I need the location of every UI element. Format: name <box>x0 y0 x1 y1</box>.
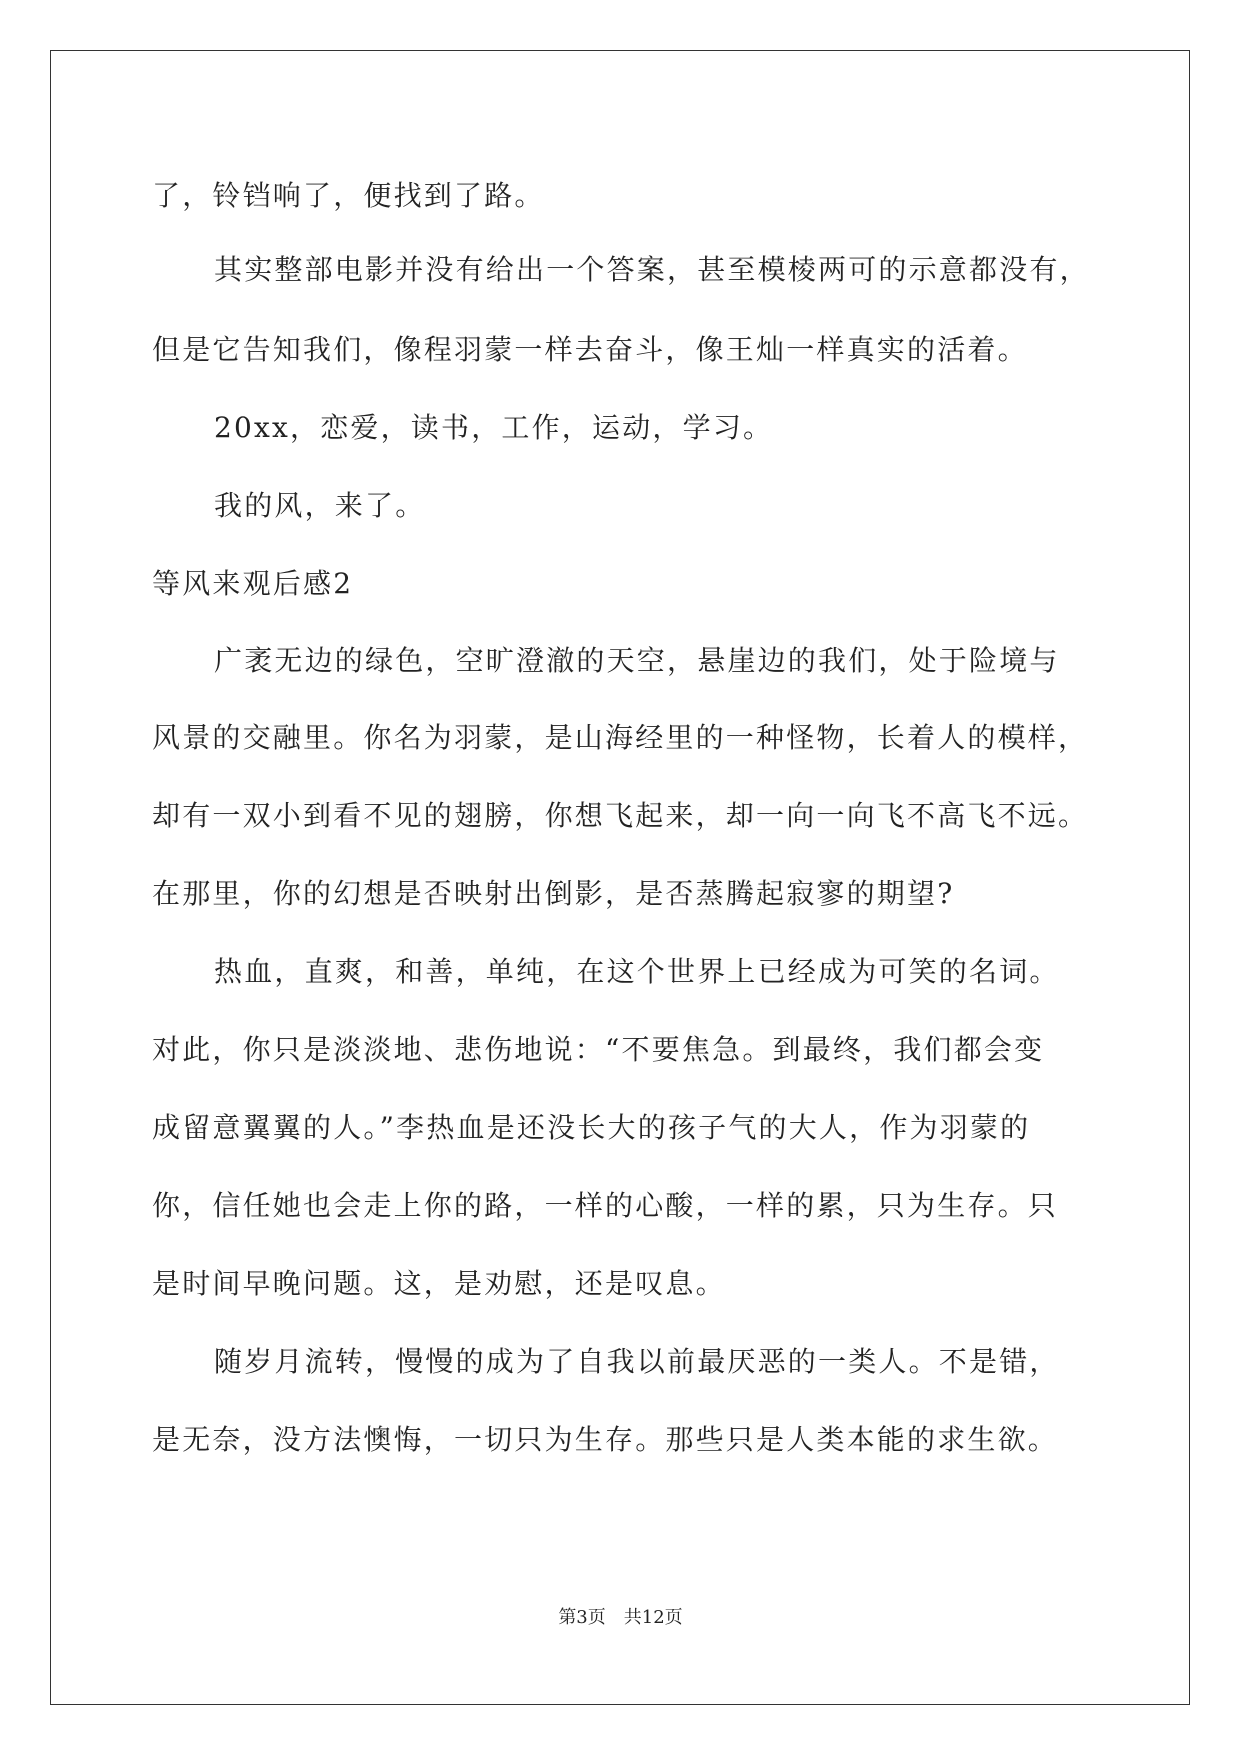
paragraph-line: 是时间早晚问题。这，是劝慰，还是叹息。 <box>152 1267 726 1300</box>
paragraph-line: 却有一双小到看不见的翅膀，你想飞起来，却一向一向飞不高飞不远。 <box>152 799 1089 832</box>
paragraph-line: 了，铃铛响了，便找到了路。 <box>152 179 545 212</box>
paragraph-line: 对此，你只是淡淡地、悲伤地说：“不要焦急。到最终，我们都会变 <box>152 1033 1045 1066</box>
paragraph-line: 其实整部电影并没有给出一个答案，甚至模棱两可的示意都没有， <box>214 253 1090 286</box>
paragraph-line: 我的风，来了。 <box>214 489 426 522</box>
paragraph-line: 随岁月流转，慢慢的成为了自我以前最厌恶的一类人。不是错， <box>214 1345 1060 1378</box>
page-number: 第3页 <box>558 1607 606 1628</box>
paragraph-line: 在那里，你的幻想是否映射出倒影，是否蒸腾起寂寥的期望? <box>152 877 955 910</box>
paragraph-line: 你，信任她也会走上你的路，一样的心酸，一样的累，只为生存。只 <box>152 1189 1059 1222</box>
page-footer <box>0 1606 1241 1630</box>
paragraph-line: 成留意翼翼的人。”李热血是还没长大的孩子气的大人，作为羽蒙的 <box>152 1111 1031 1144</box>
paragraph-line: 但是它告知我们，像程羽蒙一样去奋斗，像王灿一样真实的活着。 <box>152 333 1028 366</box>
paragraph-line: 是无奈，没方法懊悔，一切只为生存。那些只是人类本能的求生欲。 <box>152 1423 1059 1456</box>
page-total: 共12页 <box>623 1607 683 1628</box>
paragraph-line: 风景的交融里。你名为羽蒙，是山海经里的一种怪物，长着人的模样， <box>152 721 1089 754</box>
paragraph-line: 广袤无边的绿色，空旷澄澈的天空，悬崖边的我们，处于险境与 <box>214 644 1060 677</box>
paragraph-line: 20xx，恋爱，读书，工作，运动，学习。 <box>214 411 774 444</box>
paragraph-line: 热血，直爽，和善，单纯，在这个世界上已经成为可笑的名词。 <box>214 955 1060 988</box>
section-heading: 等风来观后感2 <box>152 567 354 600</box>
